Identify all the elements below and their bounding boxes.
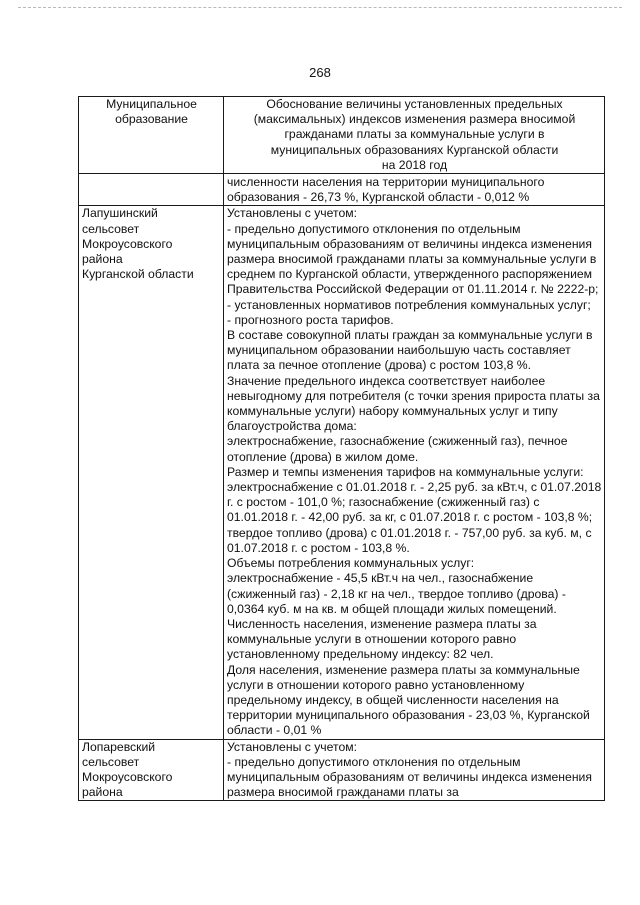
paragraph: электроснабжение - 45,5 кВт.ч на чел., газоснабжение (сжиженный газ) - 2,18 кг на чел., твердое топливо (дрова) - 0,0364 куб. м на кв. м общей площади жилых помещений. (227, 571, 566, 616)
municipality-cell (79, 174, 224, 206)
paragraph: - предельно допустимого отклонения по отдельным муниципальным образованиям от величины индекса изменения размера вносимой гражданами платы за (227, 754, 592, 800)
municipality-cell (79, 739, 224, 801)
paragraph: электроснабжение, газоснабжение (сжиженный газ), печное отопление (дрова) в жилом доме. (227, 434, 568, 464)
municipality-line: Лапушинский (82, 206, 158, 221)
justification-cell (224, 739, 605, 801)
table-row (79, 739, 605, 801)
municipality-line: сельсовет (82, 754, 140, 769)
scan-top-edge (18, 7, 622, 8)
paragraph: Установлены с учетом: (227, 206, 357, 221)
page-number: 268 (309, 65, 331, 80)
paragraph: Доля населения, изменение размера платы за коммунальные услуги в отношении которого равно установленному предельному индексу, в общей численности населения на территории муниципального образования - 23,03 %, Курганской области - 0,01 % (227, 662, 590, 738)
table-row-continuation (79, 174, 605, 206)
paragraph: численности населения на территории муниципального образования - 26,73 %, Курганской области - 0,012 % (227, 175, 545, 205)
header-justification (224, 97, 605, 174)
paragraph: Установлены с учетом: (227, 739, 357, 754)
paragraph: - прогнозного роста тарифов. (227, 312, 394, 327)
header-justification-line: на 2018 год (381, 157, 448, 172)
justification-cell (224, 174, 605, 206)
paragraph: электроснабжение с 01.01.2018 г. - 2,25 руб. за кВт.ч, с 01.07.2018 г. с ростом - 101,0 %; газоснабжение (сжиженный газ) с 01.01.2018 г. - 42,00 руб. за кг, с 01.07.2018 г. с ростом - 103,8 %; твердое топливо (дрова) с 01.01.2018 г. - 757,00 руб. за куб. м, с 01.07.2018 г. с ростом - 103,8 %. (227, 480, 602, 555)
paragraph: - предельно допустимого отклонения по отдельным муниципальным образованиям от величины индекса изменения размера вносимой гражданами платы за коммунальные услуги в среднем по Курганской области, утвержденного распоряжением Правительства Российской Федерации от 01.11.2014 г. № 2222-р; (227, 221, 599, 297)
header-municipality (79, 97, 224, 174)
municipality-cell (79, 206, 224, 739)
municipality-line: Лопаревский (82, 739, 156, 754)
municipality-line: Мокроусовского (82, 769, 173, 784)
header-justification-line: муниципальных образованиях Курганской области (270, 142, 559, 157)
tariff-justification-table (78, 96, 605, 801)
header-municipality-line: Муниципальное (106, 97, 197, 111)
municipality-line: района (82, 252, 123, 267)
municipality-line: Курганской области (82, 267, 194, 282)
municipality-line: Мокроусовского (82, 236, 173, 251)
table-row (79, 206, 605, 739)
header-justification-line: Обоснование величины установленных предельных (266, 97, 563, 111)
justification-cell (224, 206, 605, 739)
header-municipality-line: образование (115, 112, 188, 127)
paragraph: Объемы потребления коммунальных услуг: (227, 556, 475, 571)
paragraph: Численность населения, изменение размера платы за коммунальные услуги в отношении которого равно установленному предельному индексу: 82 чел. (227, 616, 537, 662)
municipality-line: сельсовет (82, 221, 140, 236)
paragraph: В составе совокупной платы граждан за коммунальные услуги в муниципальном образовании наибольшую часть составляет плата за печное отопление (дрова) с ростом 103,8 %. (227, 328, 593, 373)
header-justification-line: гражданами платы за коммунальные услуги в (284, 127, 545, 142)
paragraph: Значение предельного индекса соответствует наиболее невыгодному для потребителя (с точки зрения прироста платы за коммунальные услуги) набору коммунальных услуг и типу благоустройства дома: (227, 373, 600, 434)
municipality-line: района (82, 785, 123, 800)
table-header-row (79, 97, 605, 174)
paragraph: - установленных нормативов потребления коммунальных услуг; (227, 297, 591, 312)
header-justification-line: (максимальных) индексов изменения размера вносимой (253, 112, 576, 127)
paragraph: Размер и темпы изменения тарифов на коммунальные услуги: (227, 464, 584, 479)
